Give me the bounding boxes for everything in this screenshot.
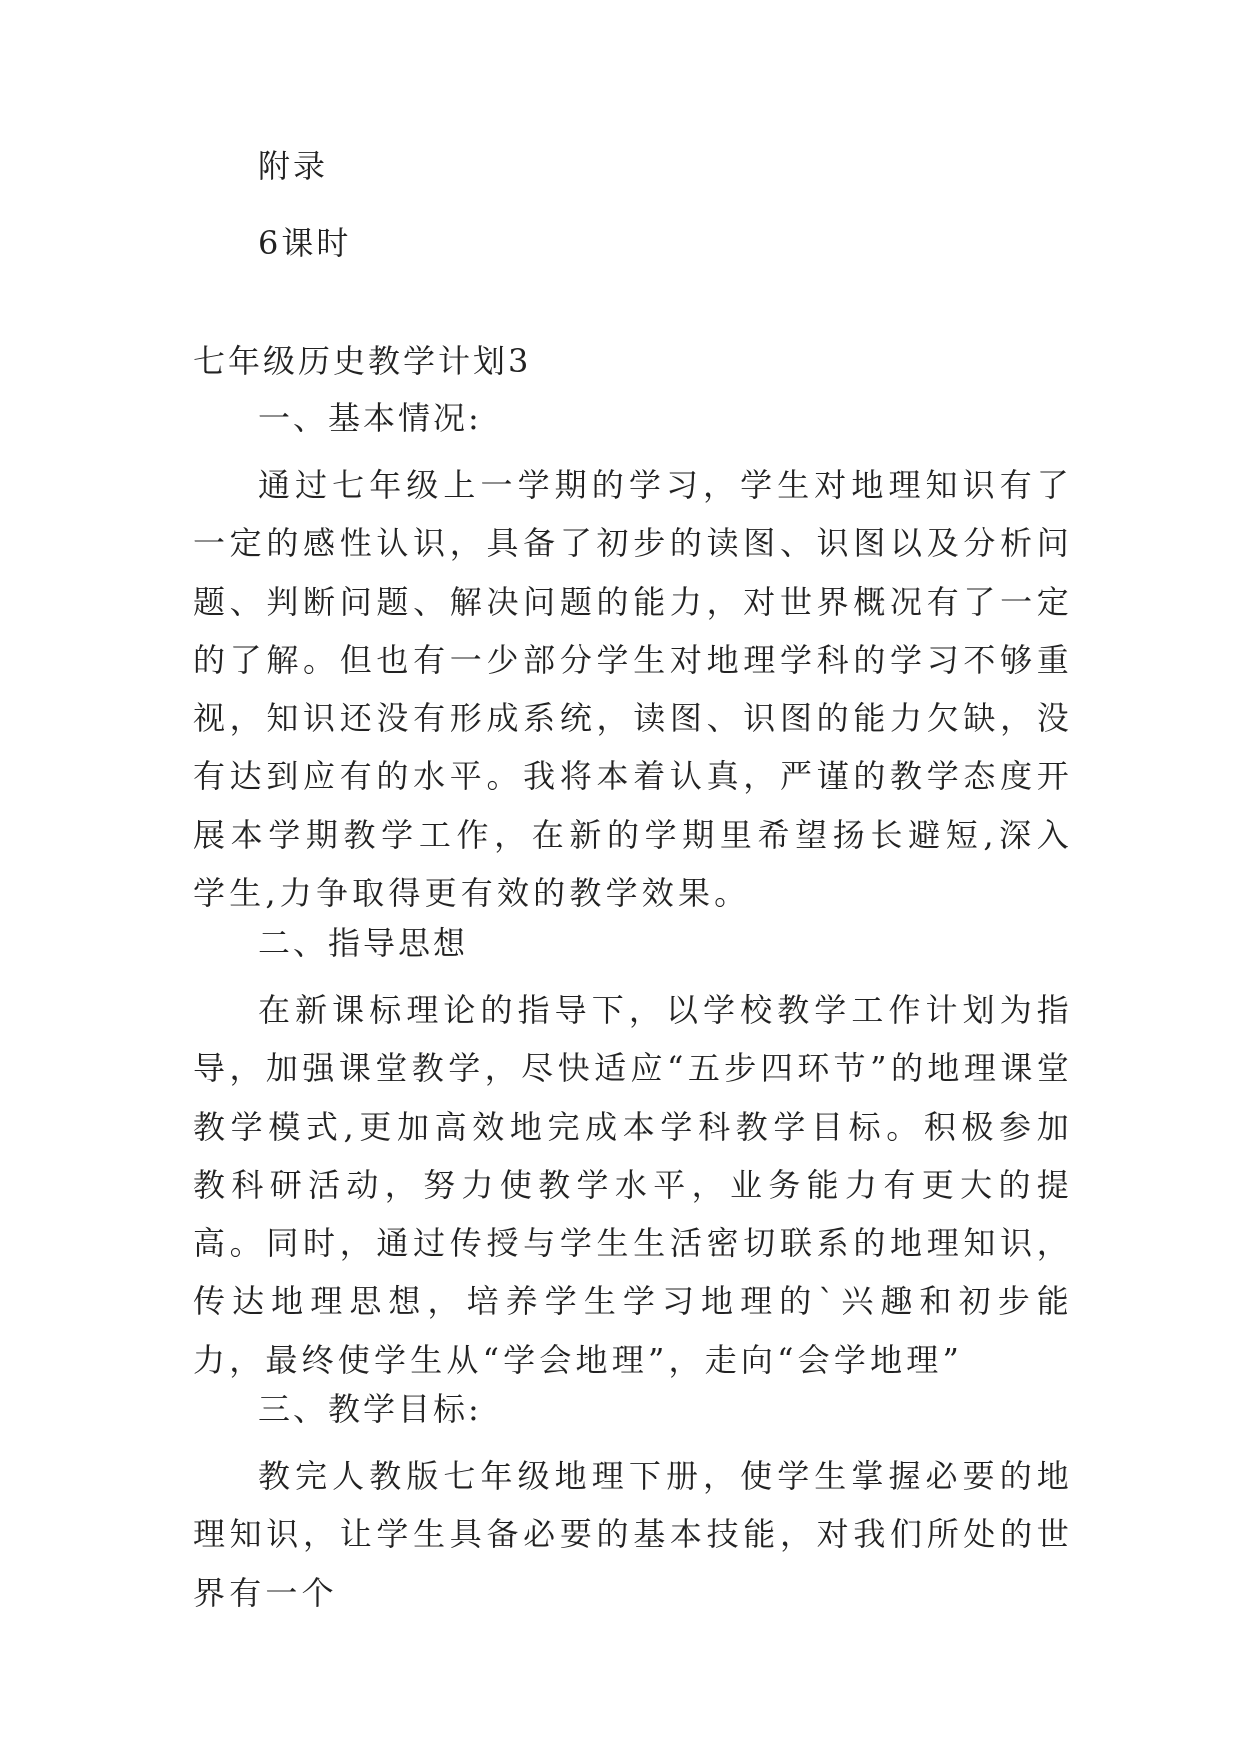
appendix-label: 附录 (258, 147, 329, 185)
section-heading-basic: 一、基本情况: (258, 399, 482, 437)
section-paragraph-basic: 通过七年级上一学期的学习，学生对地理知识有了一定的感性认识，具备了初步的读图、识图以及分析问题、判断问题、解决问题的能力，对世界概况有了一定的了解。但也有一少部分学生对地理学科的学习不够重视，知识还没有形成系统，读图、识图的能力欠缺，没有达到应有的水平。我将本着认真，严谨的教学态度开展本学期教学工作，在新的学期里希望扬长避短,深入学生,力争取得更有效的教学效果。 (193, 466, 1073, 913)
section-heading-guiding: 二、指导思想 (258, 924, 469, 962)
section-paragraph-guiding: 在新课标理论的指导下，以学校教学工作计划为指导，加强课堂教学，尽快适应“五步四环节”的地理课堂教学模式,更加高效地完成本学科教学目标。积极参加教科研活动，努力使教学水平，业务能力有更大的提高。同时，通过传授与学生生活密切联系的地理知识，传达地理思想，培养学生学习地理的`兴趣和初步能力，最终使学生从“学会地理”，走向“会学地理” (193, 991, 1073, 1379)
section-paragraph-goals: 教完人教版七年级地理下册，使学生掌握必要的地理知识，让学生具备必要的基本技能，对我们所处的世界有一个 (193, 1457, 1073, 1612)
document-title: 七年级历史教学计划3 (193, 342, 532, 380)
appendix-hours: 6课时 (258, 224, 352, 262)
section-heading-goals: 三、教学目标: (258, 1390, 482, 1428)
